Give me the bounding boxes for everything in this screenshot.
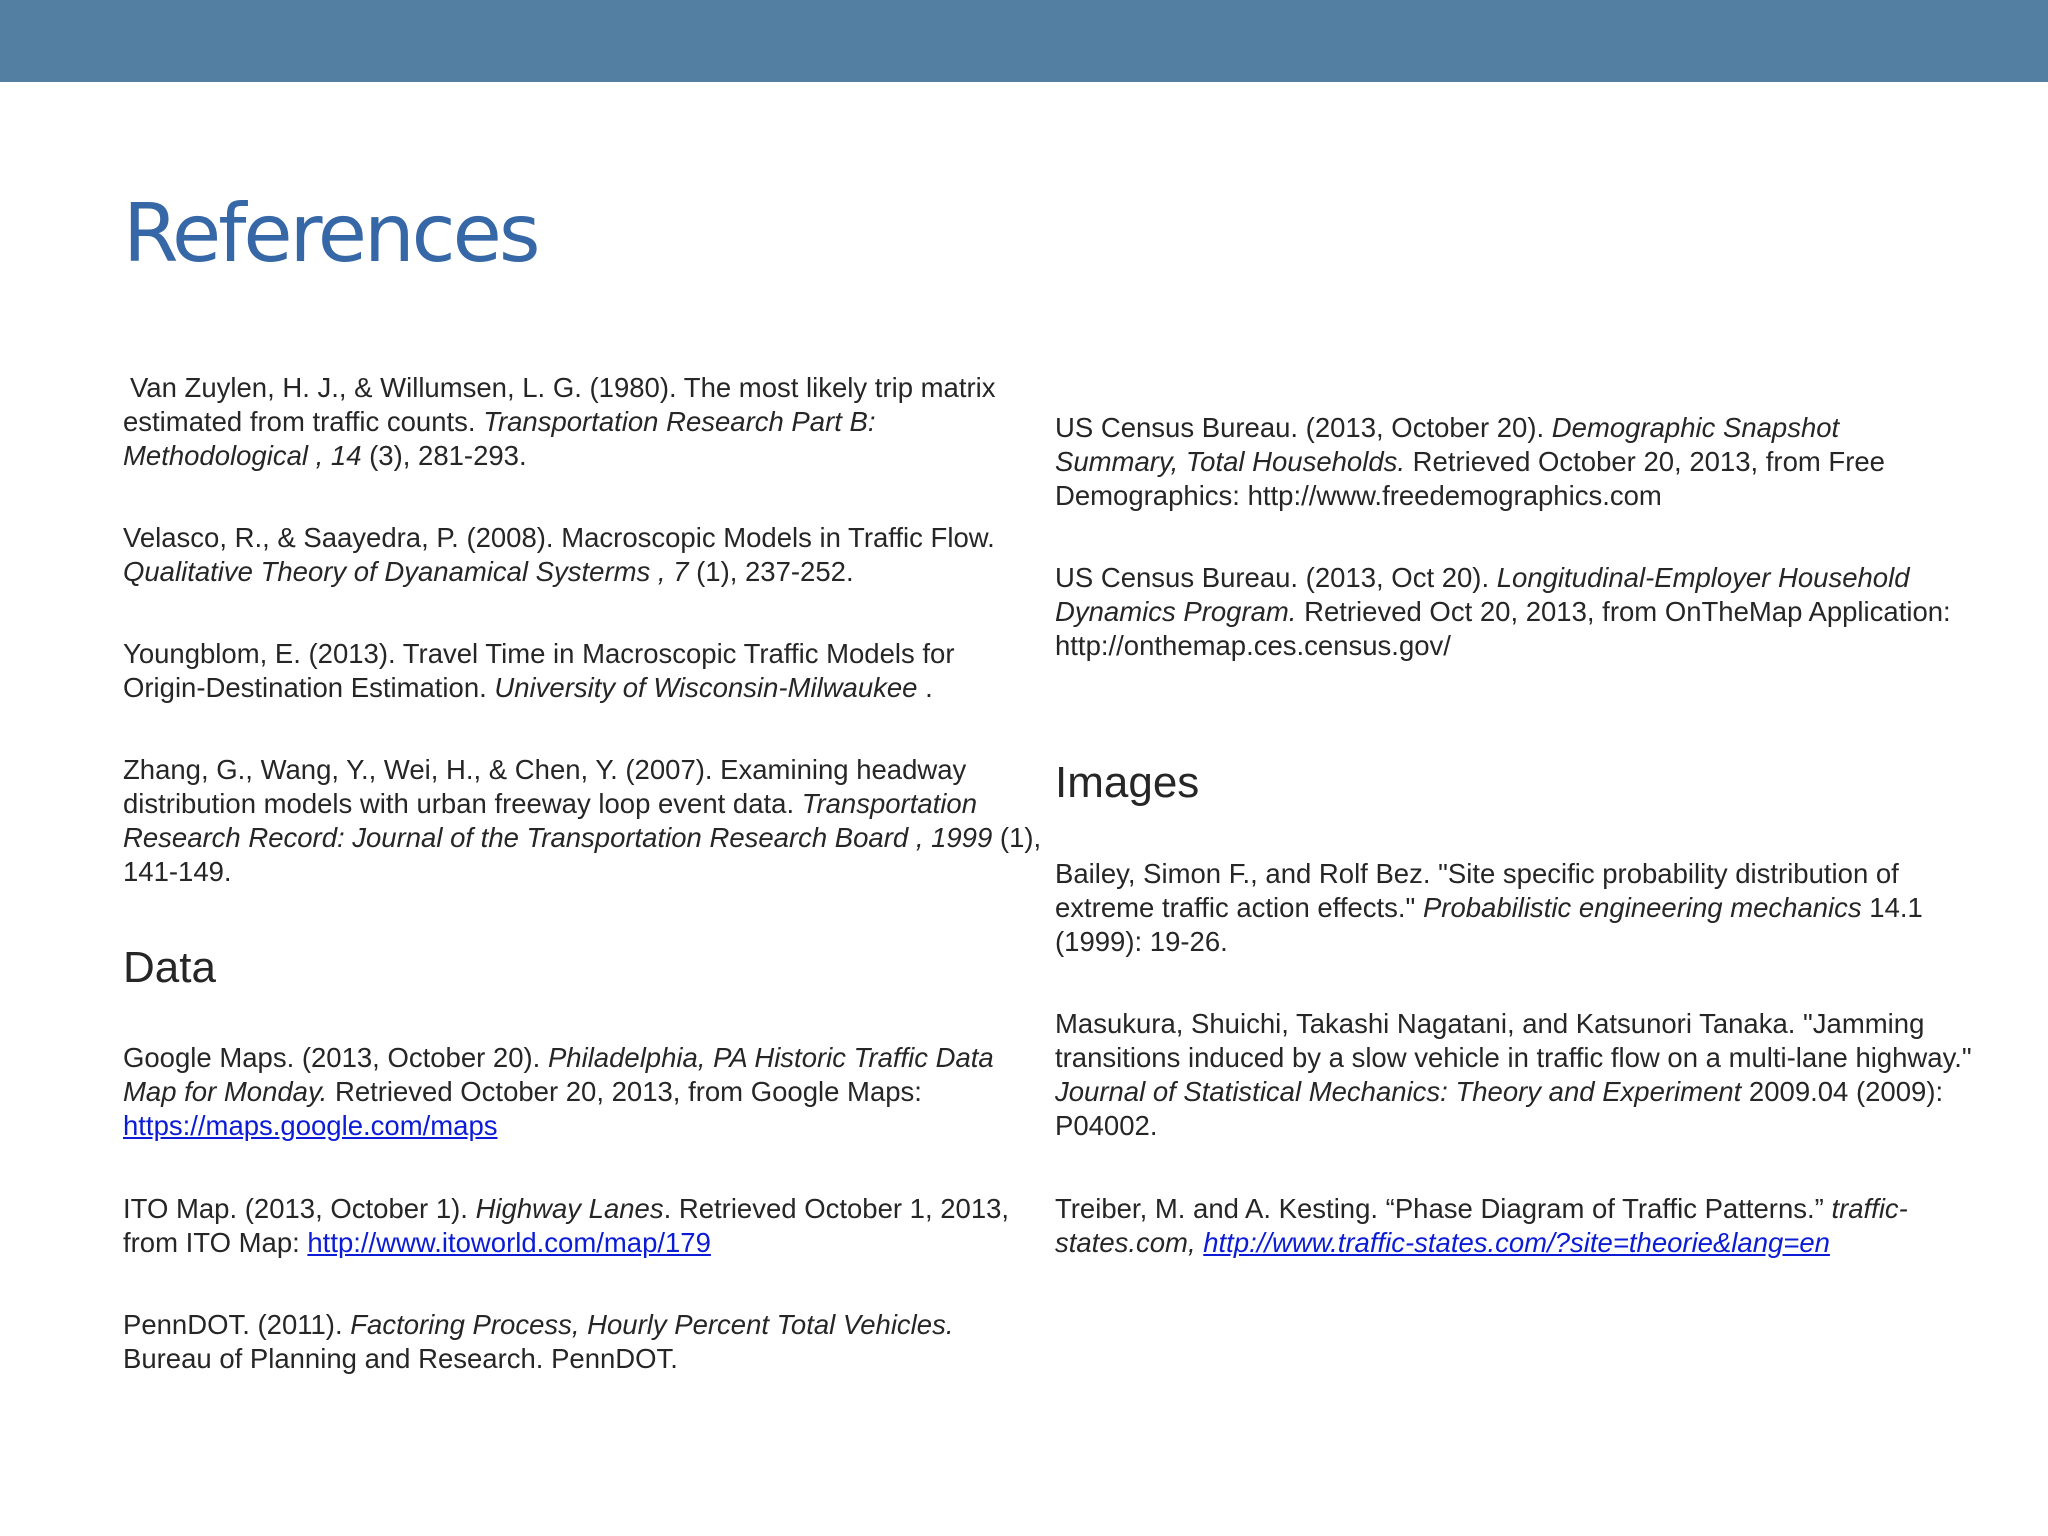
reference-entry: Van Zuylen, H. J., & Willumsen, L. G. (1980). The most likely trip matrix estimated from traffic counts. Transportation Research Part B: Methodological , 14 (3), 281-293.	[123, 372, 996, 471]
data-reference-entry: PennDOT. (2011). Factoring Process, Hourly Percent Total Vehicles. Bureau of Planning and Research. PennDOT.	[123, 1309, 954, 1374]
reference-entry: Zhang, G., Wang, Y., Wei, H., & Chen, Y. (2007). Examining headway distribution models with urban freeway loop event data. Transportation Research Record: Journal of the Transportation Research Board , 1999 (1), 141-149.	[123, 754, 1042, 887]
reference-entry: Youngblom, E. (2013). Travel Time in Macroscopic Traffic Models for Origin-Destination Estimation. University of Wisconsin-Milwaukee .	[123, 638, 955, 703]
data-section-heading: Data	[123, 943, 216, 992]
image-reference-entry: Treiber, M. and A. Kesting. “Phase Diagram of Traffic Patterns.” traffic-states.com, http://www.traffic-states.com/?site=theorie&lang=en	[1055, 1193, 1908, 1258]
page-title: References	[123, 187, 538, 280]
data-reference-entry: ITO Map. (2013, October 1). Highway Lanes. Retrieved October 1, 2013, from ITO Map: http://www.itoworld.com/map/179	[123, 1193, 1010, 1258]
census-reference-entry: US Census Bureau. (2013, Oct 20). Longitudinal-Employer Household Dynamics Program. Retrieved Oct 20, 2013, from OnTheMap Application: http://onthemap.ces.census.gov/	[1055, 562, 1951, 661]
census-reference-entry: US Census Bureau. (2013, October 20). Demographic Snapshot Summary, Total Households. Retrieved October 20, 2013, from Free Demographics: http://www.freedemographics.com	[1055, 412, 1885, 511]
ito-map-link[interactable]: http://www.itoworld.com/map/179	[307, 1227, 711, 1258]
reference-entry: Velasco, R., & Saayedra, P. (2008). Macroscopic Models in Traffic Flow. Qualitative Theory of Dyanamical Systerms , 7 (1), 237-252.	[123, 522, 995, 587]
image-reference-entry: Bailey, Simon F., and Rolf Bez. "Site specific probability distribution of extreme traffic action effects." Probabilistic engineering mechanics 14.1 (1999): 19-26.	[1055, 858, 1923, 957]
image-reference-entry: Masukura, Shuichi, Takashi Nagatani, and Katsunori Tanaka. "Jamming transitions induced by a slow vehicle in traffic flow on a multi-lane highway." Journal of Statistical Mechanics: Theory and Experiment 2009.04 (2009): P04002.	[1055, 1008, 1972, 1141]
google-maps-link[interactable]: https://maps.google.com/maps	[123, 1110, 498, 1141]
data-reference-entry: Google Maps. (2013, October 20). Philadelphia, PA Historic Traffic Data Map for Monday. Retrieved October 20, 2013, from Google Maps: https://maps.google.com/maps	[123, 1042, 994, 1141]
images-section-heading: Images	[1055, 758, 1200, 807]
header-bar	[0, 0, 2048, 82]
traffic-states-link[interactable]: http://www.traffic-states.com/?site=theorie&lang=en	[1203, 1227, 1830, 1258]
